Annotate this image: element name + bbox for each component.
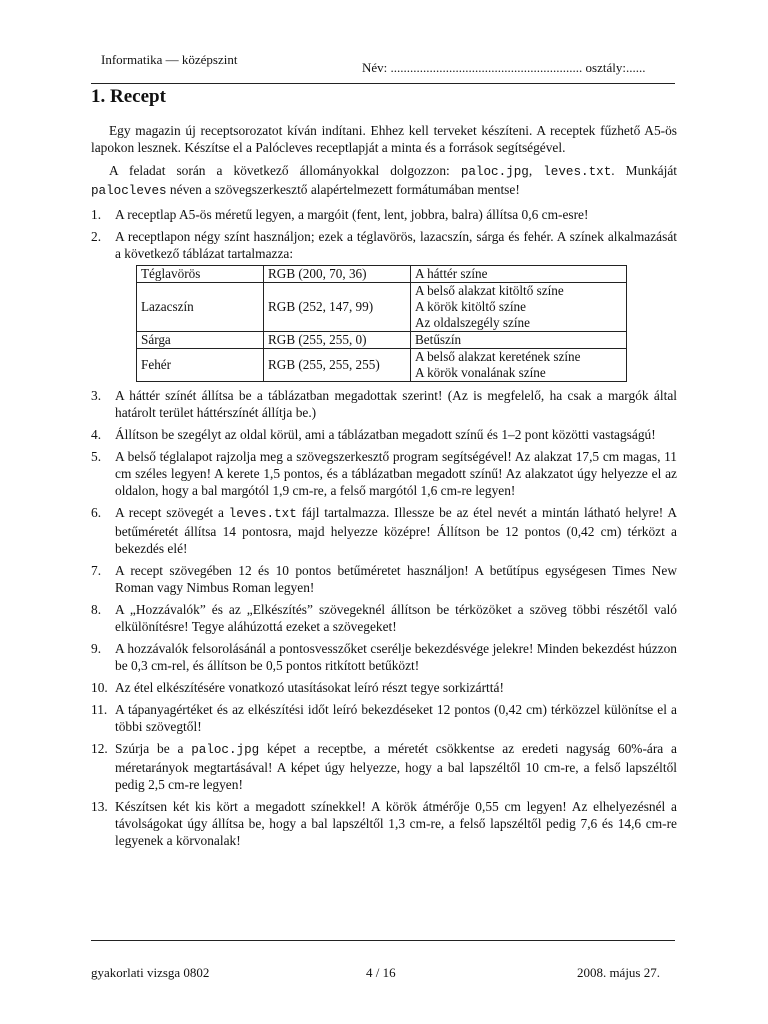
task-text: Állítson be szegélyt az oldal körül, ami a táblázatban megadott színű és 1–2 pont közötti vastagságú! (115, 427, 656, 442)
task-item (91, 387, 677, 421)
rgb-cell: RGB (200, 70, 36) (264, 266, 411, 283)
task-item (91, 426, 677, 443)
task-text: A hozzávalók felsorolásánál a pontosvesszőket cserélje bekezdésvége jelekre! Minden bekezdést húzzon be 0,3 cm-rel, és állítson be 0,5 pontos ritkított betűközt! (115, 641, 677, 673)
task-text: A receptlapon négy színt használjon; ezek a téglavörös, lazacszín, sárga és fehér. A színek alkalmazását a következő táblázat tartalmazza: (115, 229, 677, 261)
usage-cell (411, 332, 627, 349)
task-text: A háttér színét állítsa be a táblázatban megadottak szerint! (Az is megfelelő, ha csak a margók által határolt terület háttérszínét állítja be.) (115, 388, 677, 420)
color-name-cell: Sárga (137, 332, 264, 349)
task-number: 7. (91, 563, 102, 578)
task-number: 1. (91, 207, 102, 222)
color-table (136, 265, 627, 382)
task-item (91, 206, 677, 223)
rgb-cell: RGB (255, 255, 0) (264, 332, 411, 349)
intro-paragraph-2 (91, 162, 677, 200)
task-text: A receptlap A5-ös méretű legyen, a margóit (fent, lent, jobbra, balra) állítsa 0,6 cm-esre! (115, 207, 589, 222)
table-row (137, 349, 627, 382)
task-number: 8. (91, 602, 102, 617)
task-text: A recept szövegében 12 és 10 pontos betűméretet használjon! A betűtípus egységesen Times New Roman vagy Nimbus Roman legyen! (115, 563, 677, 595)
filename-code: paloc.jpg (460, 165, 529, 179)
usage-line: A körök kitöltő színe (415, 299, 526, 314)
task-text: A „Hozzávalók” és az „Elkészítés” szövegeknél állítson be térközöket a szöveg többi részétől való elkülönítésre! Tegye aláhúzottá ezeket a szövegeket! (115, 602, 677, 634)
rgb-cell: RGB (252, 147, 99) (264, 283, 411, 332)
header-name-field: Név: ........................................................... osztály:...... (362, 60, 646, 75)
task-number: 11. (91, 702, 108, 717)
color-name-cell: Fehér (137, 349, 264, 382)
task-list (91, 206, 677, 849)
usage-line: A háttér színe (415, 266, 488, 281)
filename-code: leves.txt (543, 165, 612, 179)
usage-cell (411, 283, 627, 332)
table-row (137, 283, 627, 332)
task-text: Az étel elkészítésére vonatkozó utasításokat leíró részt tegye sorkizárttá! (115, 680, 504, 695)
intro-text: néven a szövegszerkesztő alapértelmezett formátumában mentse! (166, 182, 520, 197)
filename-code: palocleves (91, 184, 167, 198)
task-number: 12. (91, 741, 108, 756)
task-item (91, 640, 677, 674)
filename-code: leves.txt (228, 507, 297, 521)
task-number: 3. (91, 388, 102, 403)
usage-line: Betűszín (415, 332, 462, 347)
table-row (137, 266, 627, 283)
task-item (91, 228, 677, 382)
footer-exam-code: gyakorlati vizsga 0802 (91, 965, 210, 980)
task-item (91, 448, 677, 499)
task-number: 4. (91, 427, 102, 442)
task-text: képet a receptbe, a méretét csökkentse az eredeti nagyság 60%-ára a méretarányok megtartásával! A képet úgy helyezze, hogy a bal lapszéltől 10 cm-re, a felső lapszéltől pedig 2,5 cm-re legyen! (115, 741, 677, 792)
task-item (91, 740, 677, 793)
color-name-cell: Lazacszín (137, 283, 264, 332)
intro-text: A feladat során a következő állományokkal dolgozzon: (109, 163, 461, 178)
task-item (91, 679, 677, 696)
header-rule (91, 83, 675, 84)
filename-code: paloc.jpg (191, 743, 260, 757)
task-number: 9. (91, 641, 102, 656)
intro-paragraph-1: Egy magazin új receptsorozatot kíván indítani. Ehhez kell terveket készíteni. A receptek fűzhető A5-ös lapokon lesznek. Készítse el a Palócleves receptlapját a minta és a források segítségével. (91, 123, 677, 155)
intro-text: . Munkáját (611, 163, 678, 178)
task-item (91, 601, 677, 635)
task-item (91, 798, 677, 849)
task-text: Készítsen két kis kört a megadott színekkel! A körök átmérője 0,55 cm legyen! Az elhelyezésnél a távolságokat úgy állítsa be, hogy a bal lapszéltől 1,3 cm-re, a felső lapszéltől pedig 7,6 és 14,6 cm-re legyenek a körvonalak! (115, 799, 677, 848)
page-title: 1. Recept (91, 86, 166, 107)
task-text: fájl tartalmazza. Illessze be az étel nevét a mintán látható helyre! A betűméretét állítsa 14 pontosra, majd helyezze középre! Állítson be 12 pontos (0,42 cm) térközt a bekezdés elé! (115, 505, 677, 556)
header-subject: Informatika — középszint (101, 52, 238, 67)
color-name-cell: Téglavörös (137, 266, 264, 283)
task-item (91, 504, 677, 557)
usage-cell (411, 349, 627, 382)
footer-date: 2008. május 27. (576, 965, 660, 980)
task-number: 5. (91, 449, 102, 464)
task-number: 13. (91, 799, 108, 814)
task-number: 10. (91, 680, 108, 695)
task-text: A recept szövegét a (115, 505, 229, 520)
task-text: A tápanyagértéket és az elkészítési időt leíró bekezdéseket 12 pontos (0,42 cm) térközzel különítse el a többi szövegtől! (115, 702, 677, 734)
usage-line: Az oldalszegély színe (415, 315, 530, 330)
footer-page-number: 4 / 16 (366, 965, 396, 980)
task-text: A belső téglalapot rajzolja meg a szövegszerkesztő program segítségével! Az alakzat 17,5 cm magas, 11 cm széles legyen! A kerete 1,5 pontos, és a táblázatban megadott színű! Az alakzatot úgy helyezze el az oldalon, hogy a bal margótól 1,9 cm-re, a felső margótól 1,6 cm-re legyen! (115, 449, 677, 498)
task-number: 2. (91, 229, 102, 244)
task-text: Szúrja be a (115, 741, 192, 756)
document-body (91, 122, 677, 854)
rgb-cell: RGB (255, 255, 255) (264, 349, 411, 382)
usage-line: A körök vonalának színe (415, 365, 546, 380)
table-row (137, 332, 627, 349)
task-item (91, 562, 677, 596)
task-item (91, 701, 677, 735)
usage-line: A belső alakzat keretének színe (415, 349, 581, 364)
intro-separator: , (528, 163, 544, 178)
footer-rule (91, 940, 675, 941)
task-number: 6. (91, 505, 102, 520)
usage-line: A belső alakzat kitöltő színe (415, 283, 564, 298)
usage-cell (411, 266, 627, 283)
